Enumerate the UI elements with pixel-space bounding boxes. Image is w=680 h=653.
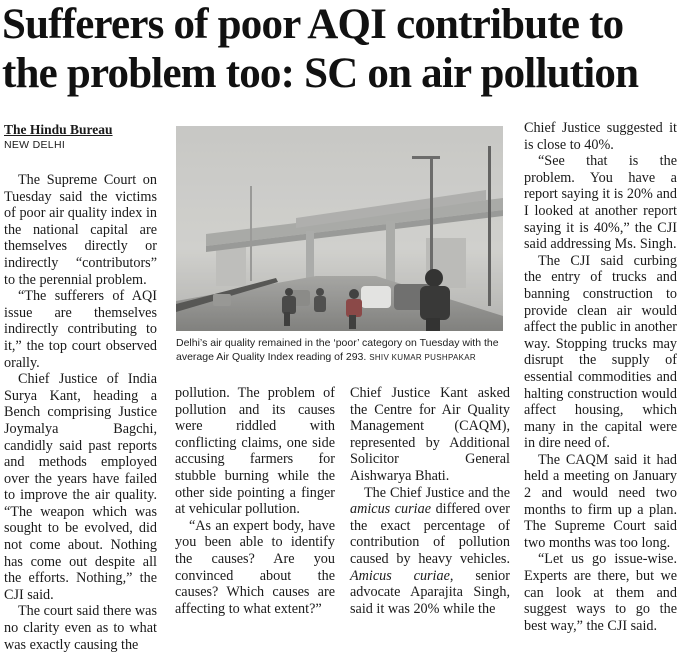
italic-term: Amicus curiae [350, 567, 450, 584]
paragraph: The court said there was no clarity even as to what was exactly causing the [4, 603, 157, 653]
paragraph: Chief Justice suggested it is close to 40%. [524, 120, 677, 153]
news-photo [176, 126, 503, 331]
paragraph: The Supreme Court on Tuesday said the victims of poor air quality index in the national capital are themselves directly or indirectly “contributors” to the perennial problem. [4, 172, 157, 288]
headline [2, 0, 678, 98]
article-column-1 [4, 122, 157, 653]
italic-term: amicus curiae [350, 501, 432, 518]
byline[interactable]: The Hindu Bureau [4, 122, 113, 137]
dateline: NEW DELHI [4, 139, 66, 151]
photo-caption [176, 336, 510, 365]
photo-credit: SHIV KUMAR PUSHPAKAR [369, 353, 476, 362]
text-run: The Chief Justice and the [364, 484, 510, 501]
paragraph: Chief Justice of India Surya Kant, heading a Bench comprising Justice Joymalya Bagchi, candidly said past reports and methods employed over the years have failed to improve the air quality. “The weapon which was sought to be evolved, did not come about. Nothing has come out despite all the efforts. Nothing,” the CJI said. [4, 371, 157, 603]
caption-text: Delhi’s air quality remained in the ‘poor’ category on Tuesday with the average Air Quality Index reading of 293. [176, 337, 499, 363]
paragraph: pollution. The problem of pollution and its causes were riddled with conflicting claims, one side accusing farmers for stubble burning while the other side pointing a finger at vehicular pollution. [175, 385, 335, 518]
headline-line-1: Sufferers of poor AQI contribute to [2, 1, 624, 48]
paragraph: “The sufferers of AQI issue are themselves indirectly contributing to it,” the top court observed orally. [4, 288, 157, 371]
text-run: differed over the exact percentage of contribution of pollution caused by heavy vehicles. [350, 501, 510, 567]
smog-street-illustration [176, 126, 503, 331]
paragraph: “Let us go issue-wise. Experts are there, but we can look at them and suggest ways to go the best way,” the CJI said. [524, 551, 677, 634]
paragraph: The CAQM said it had held a meeting on January 2 and would need two months to firm up a plan. The Supreme Court said two months was too long. [524, 451, 677, 551]
paragraph: “See that is the problem. You have a report saying it is 20% and I looked at another report saying it is 40%,” the CJI said addressing Ms. Singh. [524, 153, 677, 253]
text-run: , senior advocate Aparajita Singh, said it was 20% while the [350, 567, 510, 617]
paragraph [350, 485, 510, 618]
paragraph: Chief Justice Kant asked the Centre for Air Quality Management (CAQM), represented by Additional Solicitor General Aishwarya Bhati. [350, 385, 510, 484]
paragraph: “As an expert body, have you been able to identify the causes? Are you convinced about the causes? Which causes are affecting to what extent?” [175, 517, 335, 617]
article-column-4 [524, 120, 677, 634]
article-column-3 [350, 385, 510, 617]
paragraph: The CJI said curbing the entry of trucks and banning construction to provide clean air would affect the public in another way. Stopping trucks may disrupt the supply of essential commodities and halting construction would affect housing, which many in the capital were in dire need of. [524, 252, 677, 452]
article-column-2 [175, 385, 335, 617]
headline-line-2: the problem too: SC on air pollution [2, 50, 639, 97]
